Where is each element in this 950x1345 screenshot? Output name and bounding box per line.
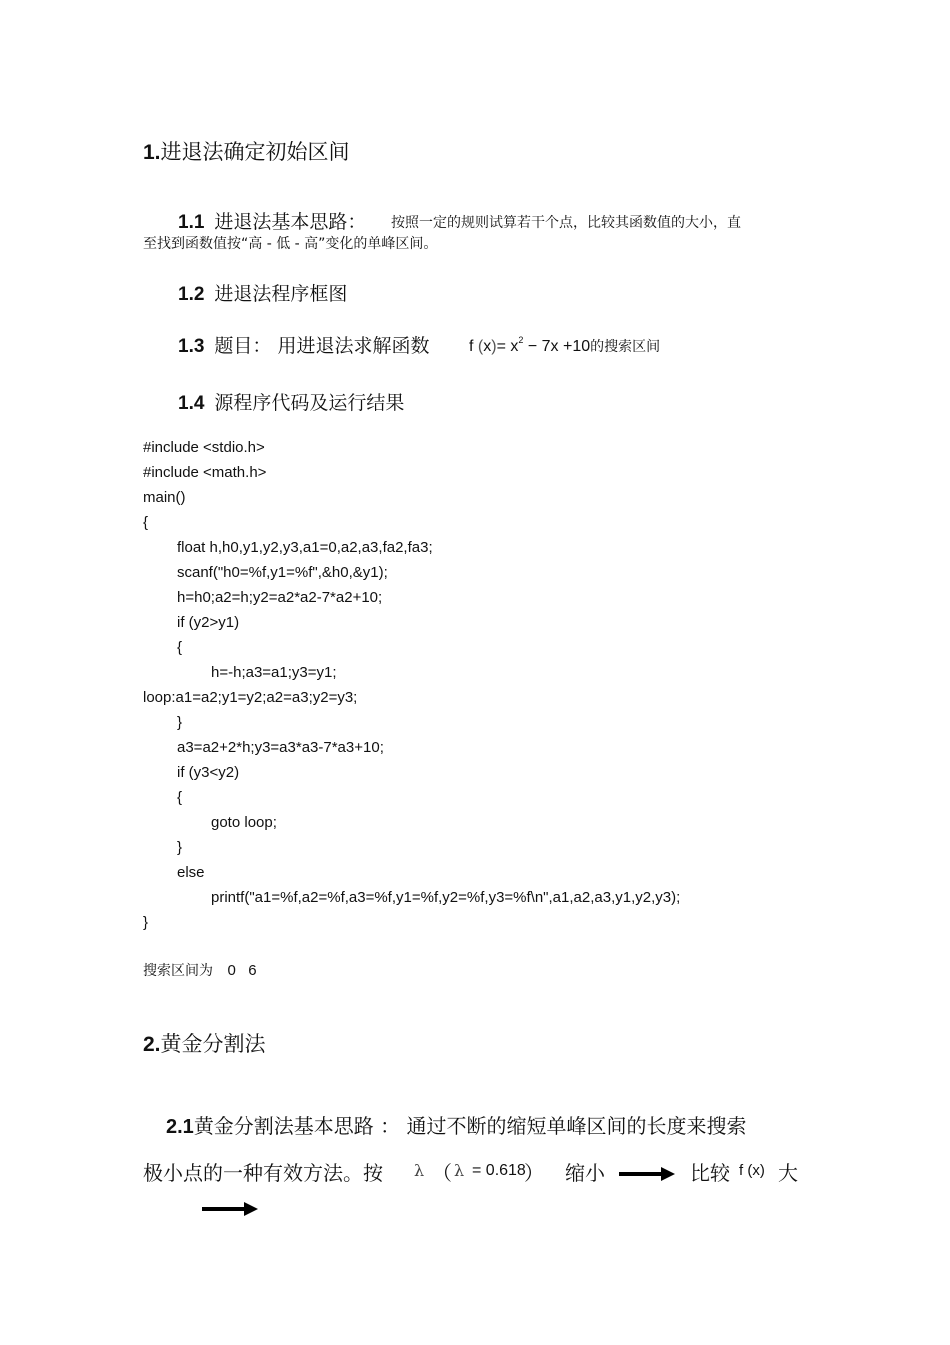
code-line: goto loop; xyxy=(211,814,277,831)
function-formula xyxy=(469,336,660,356)
subsection-title: 进退法程序框图 xyxy=(214,283,348,305)
code-line: { xyxy=(177,639,183,656)
paren-open: （ xyxy=(432,1161,452,1185)
code-line: float h,h0,y1,y2,y3,a1=0,a2,a3,fa2,fa3; xyxy=(177,539,433,556)
code-line: { xyxy=(177,789,183,806)
lambda-symbol: λ xyxy=(414,1161,425,1180)
code-line: if (y3<y2) xyxy=(177,764,240,781)
section-number: 2. xyxy=(143,1033,161,1056)
subsection-1-1-text-line1: 按照一定的规则试算若干个点，比较其函数值的大小，直 xyxy=(391,215,741,231)
formula-eq: = xyxy=(496,338,506,355)
code-line: loop:a1=a2;y1=y2;a2=a3;y2=y3; xyxy=(143,689,358,706)
section-title: 黄金分割法 xyxy=(160,1032,266,1056)
section-2-heading xyxy=(143,1028,266,1058)
formula-x: x xyxy=(483,338,492,355)
lambda-symbol-2: λ xyxy=(454,1161,465,1180)
subsection-title: 源程序代码及运行结果 xyxy=(214,392,405,414)
formula-mid: − 7x xyxy=(527,338,559,355)
lambda-value: = 0.618 xyxy=(472,1162,526,1179)
subsection-1-1-text-line2: 至找到函数值按“高 - 低 - 高”变化的单峰区间。 xyxy=(143,236,438,252)
code-line: #include <stdio.h> xyxy=(143,439,265,456)
subsection-number: 1.4 xyxy=(178,393,205,414)
result-lower: 0 xyxy=(227,962,236,979)
section-1-heading xyxy=(143,136,350,166)
subsection-title: 进退法基本思路： xyxy=(214,211,367,233)
code-line: } xyxy=(177,714,183,731)
big-text: 大 xyxy=(778,1161,798,1185)
code-line: scanf("h0=%f,y1=%f",&h0,&y1); xyxy=(177,564,388,581)
subsection-1-1-heading xyxy=(178,207,366,234)
subsection-2-1-line2-text: 极小点的一种有效方法。按 xyxy=(143,1161,383,1185)
code-line: printf("a1=%f,a2=%f,a3=%f,y1=%f,y2=%f,y3=%f\n",a1,a2,a3,y1,y2,y3); xyxy=(211,889,681,906)
result-upper: 6 xyxy=(248,962,257,979)
formula-exponent: 2 xyxy=(518,334,524,345)
section-number: 1. xyxy=(143,141,161,164)
formula-const: 10 xyxy=(572,338,591,355)
code-line: main() xyxy=(143,489,186,506)
subsection-number: 1.3 xyxy=(178,336,205,357)
paren-close: ） xyxy=(524,1161,544,1185)
subsection-1-2-heading xyxy=(178,279,347,306)
code-line: else xyxy=(177,864,205,881)
code-line: h=h0;a2=h;y2=a2*a2-7*a2+10; xyxy=(177,589,383,606)
formula-plus: + xyxy=(562,338,573,355)
code-line: } xyxy=(143,914,149,931)
result-label: 搜索区间为 xyxy=(143,963,213,979)
section-title: 进退法确定初始区间 xyxy=(160,140,350,164)
code-line: a3=a2+2*h;y3=a3*a3-7*a3+10; xyxy=(177,739,384,756)
code-line: { xyxy=(143,514,149,531)
subsection-number: 1.1 xyxy=(178,212,205,233)
search-interval-result xyxy=(143,960,257,980)
subsection-2-1-text: 黄金分割法基本思路 ： 通过不断的缩短单峰区间的长度来搜索 xyxy=(193,1114,747,1138)
code-line: } xyxy=(177,839,183,856)
formula-f: f xyxy=(469,338,474,355)
compare-text: 比较 xyxy=(690,1161,730,1185)
formula-x2: x xyxy=(510,338,519,355)
subsection-1-4-heading xyxy=(178,388,404,415)
subsection-number: 1.2 xyxy=(178,284,205,305)
formula-paren-close: ) xyxy=(491,338,497,355)
formula-tail: 的搜索区间 xyxy=(590,339,661,355)
fx-label: f (x) xyxy=(739,1162,765,1179)
subsection-title: 题目： 用进退法求解函数 xyxy=(214,335,430,357)
code-line: if (y2>y1) xyxy=(177,614,240,631)
subsection-1-3-heading xyxy=(178,331,429,358)
formula-paren-open: ( xyxy=(477,338,484,355)
shrink-text: 缩小 xyxy=(565,1161,605,1185)
subsection-number: 2.1 xyxy=(166,1116,194,1138)
subsection-2-1-line1 xyxy=(166,1110,747,1139)
code-line: h=-h;a3=a1;y3=y1; xyxy=(211,664,337,681)
code-line: #include <math.h> xyxy=(143,464,267,481)
